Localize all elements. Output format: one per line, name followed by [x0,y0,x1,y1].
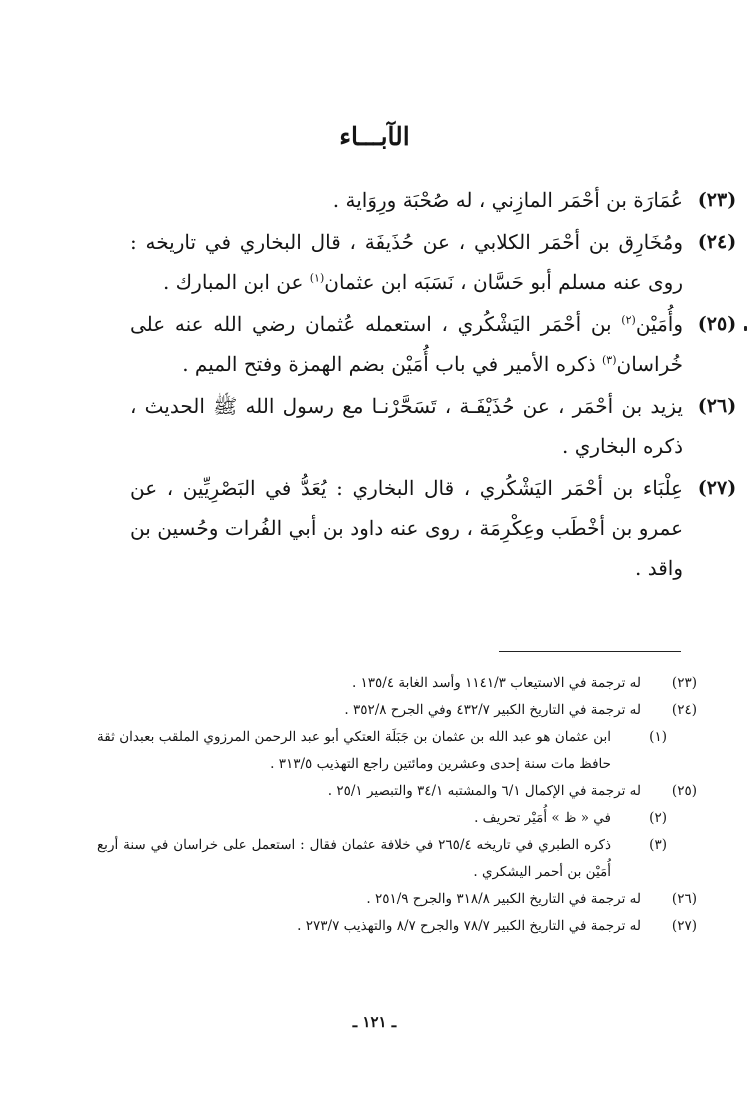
entry-text-part: وأُمَيْن [635,312,683,336]
entry-text [130,304,683,384]
footnote-marker: (١) [309,271,325,285]
footnote-number: (١) [649,729,667,745]
entry-number: (٢٥) [697,313,737,335]
entry-number: (٢٦) [697,395,737,417]
footnote-25 [97,778,697,805]
footnote-marker: (٢) [621,313,636,327]
footnote-marker: (٣) [601,353,617,367]
footnote-sub-2 [97,805,697,832]
entry-text [130,222,683,302]
chapter-title: الآبـــاء [339,122,410,151]
scan-edge-mark [744,326,747,331]
footnote-number: (٢٥) [671,783,697,799]
footnote-sub-3 [97,832,697,886]
footnote-23 [97,670,697,697]
footnote-text: له ترجمة في التاريخ الكبير ٤٣٢/٧ وفي الجرح ٣٥٢/٨ . [344,702,641,718]
footnote-text: في « ظ » أُمَيْر تحريف . [474,810,611,826]
footnote-text: له ترجمة في التاريخ الكبير ٣١٨/٨ والجرح ٢٥١/٩ . [366,891,641,907]
footnote-27 [97,913,697,940]
footnote-divider [499,651,681,652]
footnotes-list [97,670,697,940]
footnote-number: (٢) [649,810,667,826]
entry-number: (٢٧) [697,477,737,499]
footnote-24 [97,697,697,724]
entry-text: عِلْبَاء بن أحْمَر اليَشْكُري ، قال البخاري : يُعَدُّ في البَصْرِيِّين ، عن عمرو بن أخْطَب وعِكْرِمَة ، روى عنه داود بن أبي الفُرات وحُسين بن واقد . [130,476,683,580]
footnote-text: له ترجمة في الاستيعاب ١١٤١/٣ وأسد الغابة ١٣٥/٤ . [351,675,641,691]
entry-23 [130,180,737,220]
entry-24 [130,222,737,302]
entry-text-part: عن ابن المبارك . [162,270,310,294]
entry-27 [130,468,737,588]
footnote-text: له ترجمة في التاريخ الكبير ٧٨/٧ والجرح ٨/٧ والتهذيب ٢٧٣/٧ . [297,918,641,934]
entry-text-part: ومُخَارِق بن أحْمَر الكلابي ، عن حُذَيفَة ، قال البخاري في تاريخه : روى عنه مسلم أبو حَسَّان ، نَسَبَه ابن عثمان [130,230,683,294]
footnote-number: (٢٦) [671,891,697,907]
entry-text-part: ذكره الأمير في باب أُمَيْن بضم الهمزة وفتح الميم . [182,352,602,376]
entry-number: (٢٤) [697,231,737,253]
footnote-text: له ترجمة في الإكمال ٦/١ والمشتبه ٣٤/١ والتبصير ٢٥/١ . [327,783,641,799]
page-number: ـ ١٢١ ـ [352,1013,397,1031]
footnote-number: (٢٣) [671,675,697,691]
footnote-sub-1 [97,724,697,778]
entry-25 [130,304,737,384]
footnote-26 [97,886,697,913]
entries-list [130,180,737,590]
footnote-text: ذكره الطبري في تاريخه ٢٦٥/٤ في خلافة عثمان فقال : استعمل على خراسان في سنة أربع أُمَيْن بن أحمر اليشكري . [97,837,611,880]
footnote-number: (٢٧) [671,918,697,934]
footnote-number: (٢٤) [671,702,697,718]
entry-text-part: بن أحْمَر اليَشْكُري ، استعمله عُثمان رضي الله عنه على خُراسان [130,312,683,376]
entry-number: (٢٣) [697,189,737,211]
footnote-number: (٣) [649,837,667,853]
entry-text: عُمَارَة بن أحْمَر المازِني ، له صُحْبَة ورِوَاية . [332,188,683,212]
footnote-text: ابن عثمان هو عبد الله بن عثمان بن جَبَلَة العتكي أبو عبد الرحمن المرزوي الملقب بعبدان ثقة حافظ مات سنة إحدى وعشرين ومائتين راجع التهذيب ٣١٣/٥ . [97,729,611,772]
entry-text: يزيد بن أحْمَر ، عن حُذَيْفَـة ، تَسَحَّرْنـا مع رسول الله ﷺ الحديث ، ذكره البخاري . [130,394,683,458]
entry-26 [130,386,737,466]
